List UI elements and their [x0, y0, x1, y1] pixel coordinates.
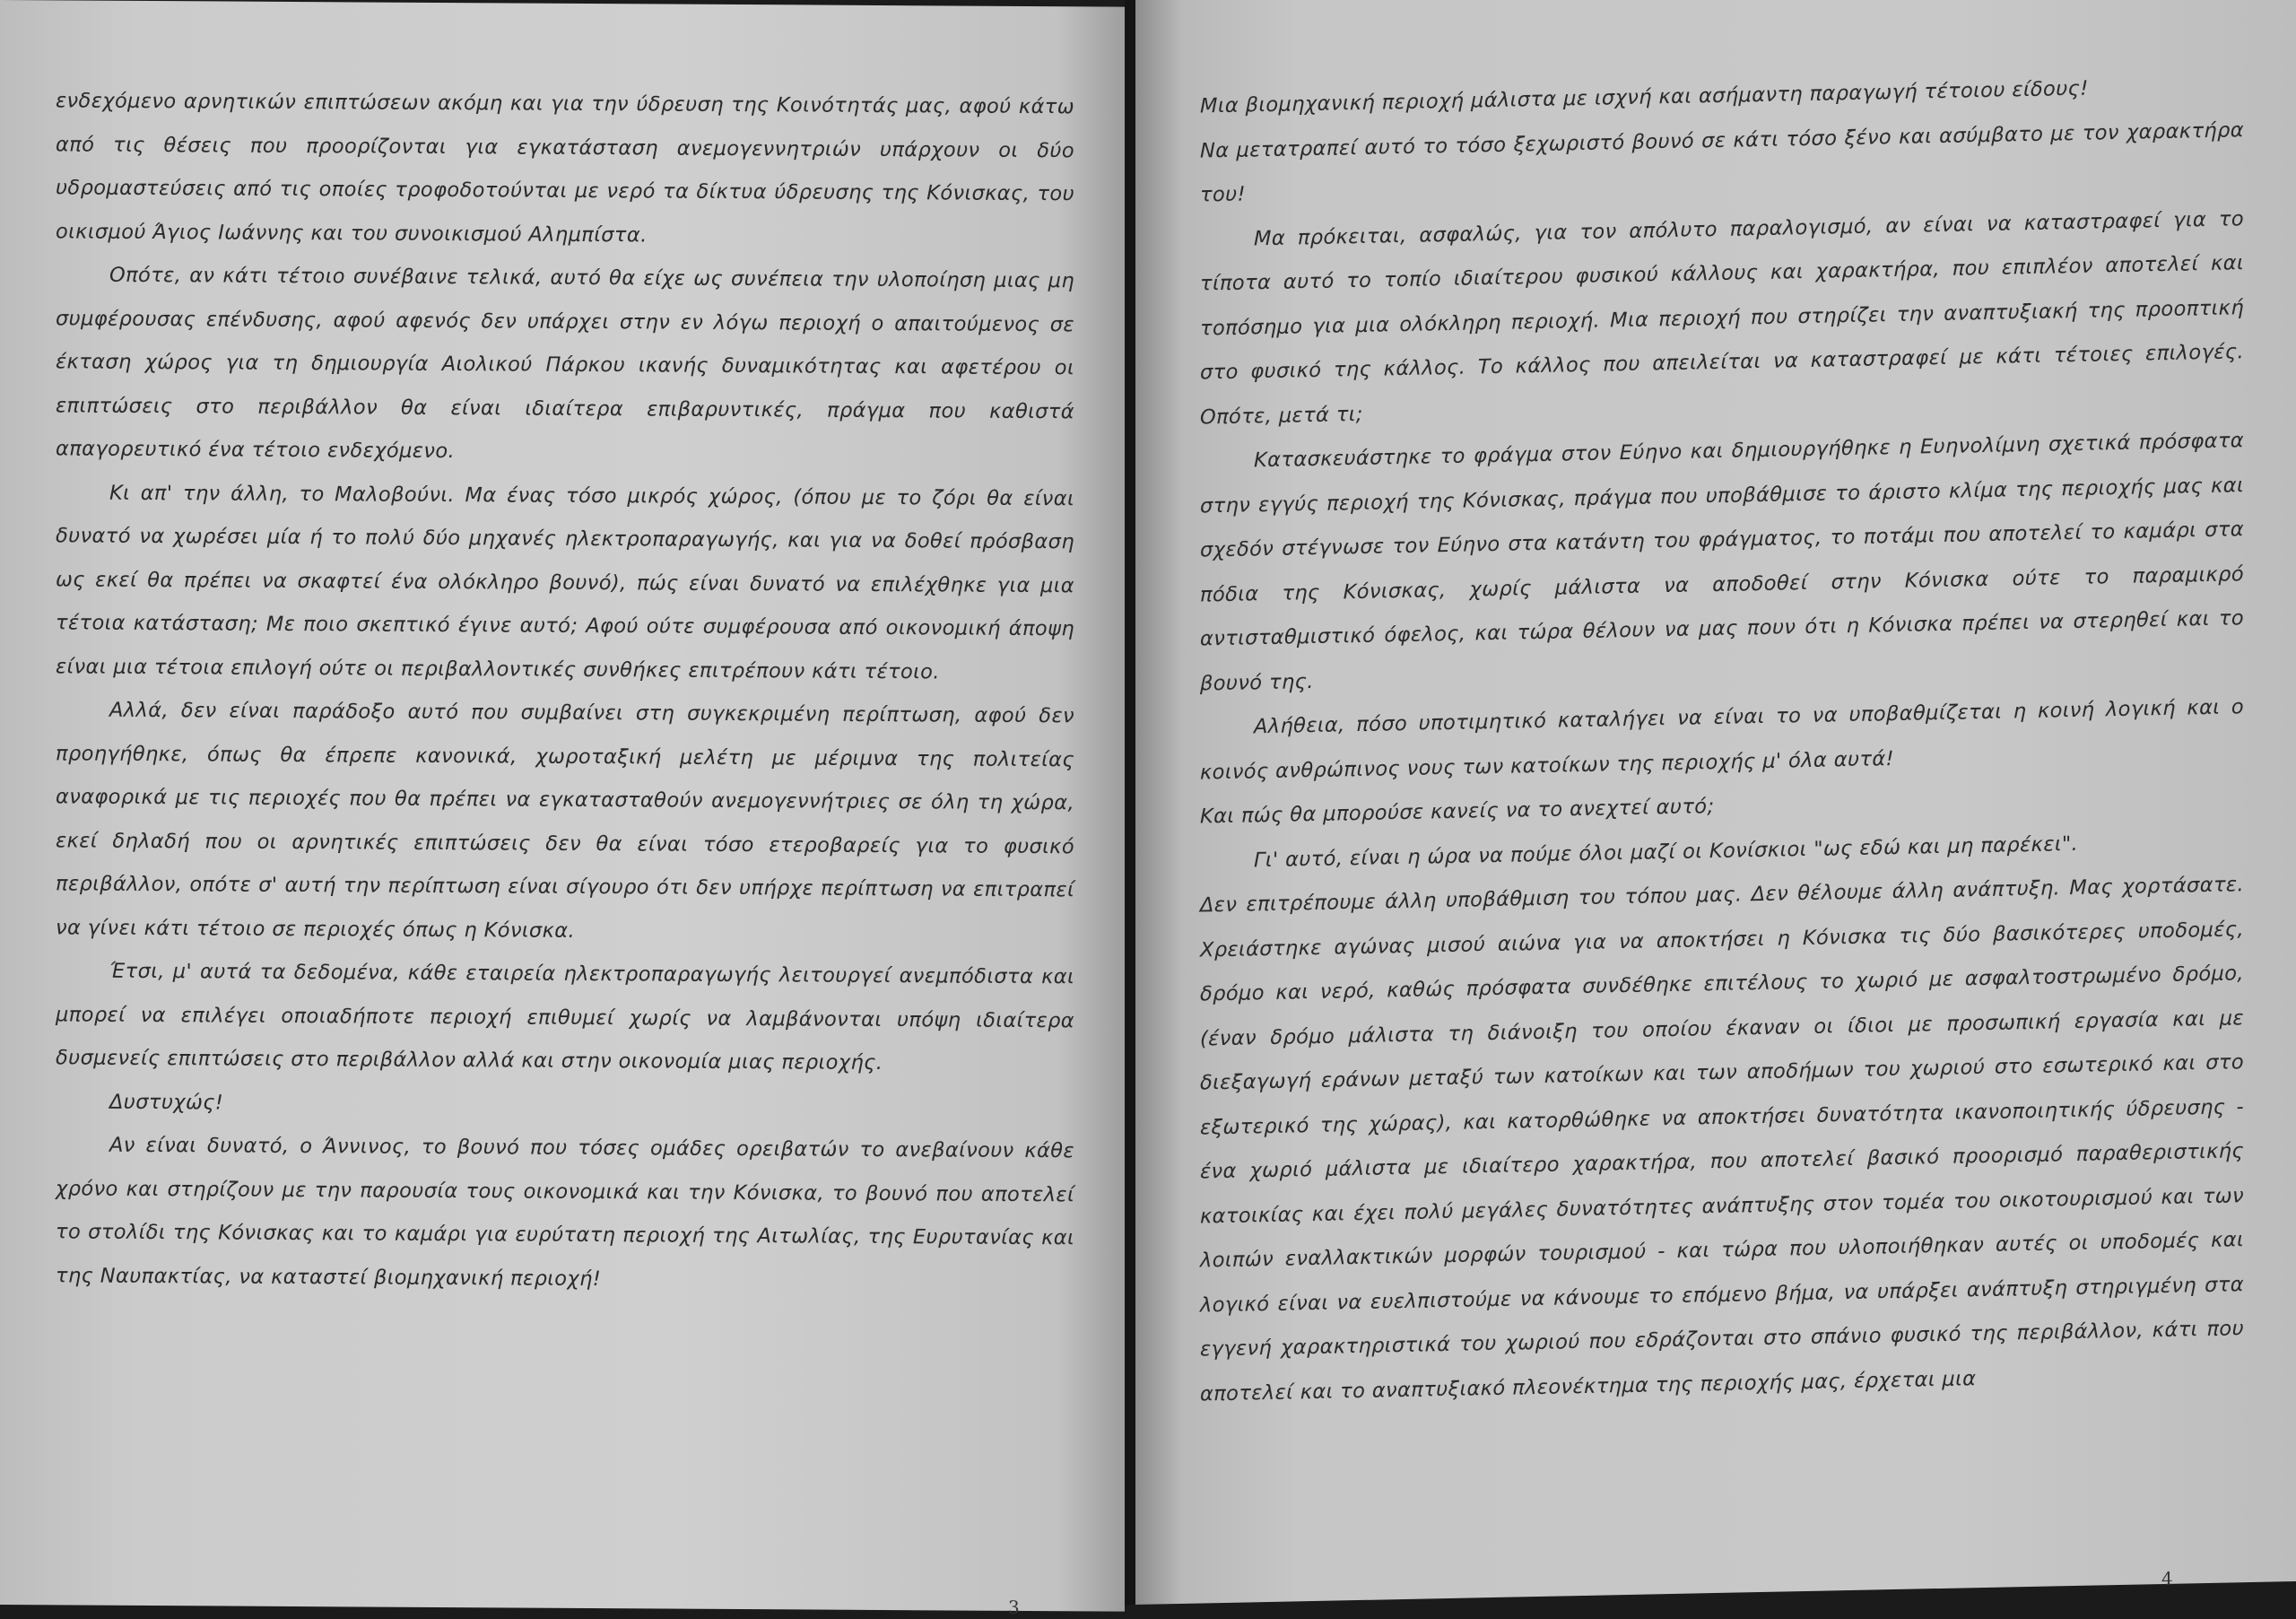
paragraph: Μα πρόκειται, ασφαλώς, για τον απόλυτο παραλογισμό, αν είναι να καταστραφεί για το τίποτα αυτό το τοπίο ιδιαίτερου φυσικού κάλλους και χαρακτήρα, που επιπλέον αποτελεί και τοπόσημο για μια ολόκληρη περιοχή. Μια περιοχή που στηρίζει την αναπτυξιακή της προοπτική στο φυσικό της κάλλος. Το κάλλος που απειλείται να καταστραφεί με κάτι τέτοιες επιλογές. Οπότε, μετά τι;	[1200, 206, 2244, 430]
book-gutter	[1125, 0, 1135, 1605]
left-page-text	[56, 79, 1074, 1303]
paragraph: Αν είναι δυνατό, ο Άννινος, το βουνό που τόσες ομάδες ορειβατών το ανεβαίνουν κάθε χρόνο και στηρίζουν με την παρουσία τους οικονομικά και την Κόνισκα, το βουνό που αποτελεί το στολίδι της Κόνισκας και το καμάρι για ευρύτατη περιοχή της Αιτωλίας, της Ευρυτανίας και της Ναυπακτίας, να καταστεί βιομηχανική περιοχή!	[56, 1133, 1074, 1291]
paragraph: Γι' αυτό, είναι η ώρα να πούμε όλοι μαζί οι Κονίσκιοι "ως εδώ και μη παρέκει".	[1254, 831, 2079, 872]
paragraph: Αλήθεια, πόσο υποτιμητικό καταλήγει να είναι το να υποβαθμίζεται η κοινή λογική και ο κοινός ανθρώπινος νους των κατοίκων της περιοχής μ' όλα αυτά!	[1200, 695, 2244, 785]
paragraph: Έτσι, μ' αυτά τα δεδομένα, κάθε εταιρεία ηλεκτροπαραγωγής λειτουργεί ανεμπόδιστα και μπορεί να επιλέγει οποιαδήποτε περιοχή επιθυμεί χωρίς να λαμβάνονται υπόψη ιδιαίτερα δυσμενείς επιπτώσεις στο περιβάλλον αλλά και στην οικονομία μιας περιοχής.	[56, 959, 1074, 1075]
page-number: 3	[1008, 1596, 1020, 1618]
right-page-text	[1200, 64, 2244, 1416]
paragraph: Κατασκευάστηκε το φράγμα στον Εύηνο και δημιουργήθηκε η Ευηνολίμνη σχετικά πρόσφατα στην εγγύς περιοχή της Κόνισκας, πράγμα που υποβάθμισε το άριστο κλίμα της περιοχής μας και σχεδόν στέγνωσε τον Εύηνο στα κατάντη του φράγματος, το ποτάμι που αποτελεί το καμάρι στα πόδια της Κόνισκας, χωρίς μάλιστα να αποδοθεί στην Κόνισκα ούτε το παραμικρό αντισταθμιστικό όφελος, και τώρα θέλουν να μας πουν ότι η Κόνισκα πρέπει να στερηθεί και το βουνό της.	[1200, 429, 2244, 696]
paragraph: Δυστυχώς!	[109, 1090, 224, 1115]
paragraph: Αλλά, δεν είναι παράδοξο αυτό που συμβαίνει στη συγκεκριμένη περίπτωση, αφού δεν προηγήθηκε, όπως θα έπρεπε κανονικά, χωροταξική μελέτη με μέριμνα της πολιτείας αναφορικά με τις περιοχές που θα πρέπει να εγκατασταθούν ανεμογεννήτριες σε όλη τη χώρα, εκεί δηλαδή που οι αρνητικές επιπτώσεις δεν θα είναι τόσο ετεροβαρείς για το φυσικό περιβάλλον, οπότε σ' αυτή την περίπτωση είναι σίγουρο ότι δεν υπήρχε περίπτωση να επιτραπεί να γίνει κάτι τέτοιο σε περιοχές όπως η Κόνισκα.	[56, 698, 1074, 943]
paragraph: Κι απ' την άλλη, το Μαλοβούνι. Μα ένας τόσο μικρός χώρος, (όπου με το ζόρι θα είναι δυνατό να χωρέσει μία ή το πολύ δύο μηχανές ηλεκτροπαραγωγής, και για να δοθεί πρόσβαση ως εκεί θα πρέπει να σκαφτεί ένα ολόκληρο βουνό), πώς είναι δυνατό να επιλέχθηκε για μια τέτοια κατάσταση; Με ποιο σκεπτικό έγινε αυτό; Αφού ούτε συμφέρουσα από οικονομική άποψη είναι μια τέτοια επιλογή ούτε οι περιβαλλοντικές συνθήκες επιτρέπουν κάτι τέτοιο.	[56, 481, 1074, 683]
page-number: 4	[2161, 1567, 2173, 1590]
left-page	[0, 0, 1125, 1618]
right-page	[1135, 0, 2296, 1605]
paragraph: Και πώς θα μπορούσε κανείς να το ανεχτεί αυτό;	[1200, 795, 1715, 829]
paragraph: Δεν επιτρέπουμε άλλη υποβάθμιση του τόπου μας. Δεν θέλουμε άλλη ανάπτυξη. Μας χορτάσατε. Χρειάστηκε αγώνας μισού αιώνα για να αποκτήσει η Κόνισκα τις δύο βασικότερες υποδομές, δρόμο και νερό, καθώς πρόσφατα συνδέθηκε επιτέλους το χωριό με ασφαλτοστρωμένο δρόμο, (έναν δρόμο μάλιστα τη διάνοιξη του οποίου έκαναν οι ίδιοι με προσωπική εργασία και με διεξαγωγή εράνων μεταξύ των κατοίκων και των αποδήμων του χωριού στο εσωτερικό και στο εξωτερικό της χώρας), και κατορθώθηκε να αποκτήσει δυνατότητα ικανοποιητικής ύδρευσης - ένα χωριό μάλιστα με ιδιαίτερο χαρακτήρα, που αποτελεί βασικό προορισμό παραθεριστικής κατοικίας και έχει πολύ μεγάλες δυνατότητες ανάπτυξης στον τομέα του οικοτουρισμού και των λοιπών εναλλακτικών μορφών τουρισμού - και τώρα που υλοποιήθηκαν αυτές οι υποδομές και λογικό είναι να ευελπιστούμε να κάνουμε το επόμενο βήμα, να υπάρξει ανάπτυξη στηριγμένη στα εγγενή χαρακτηριστικά του χωριού που εδράζονται στο σπάνιο φυσικό της περιβάλλον, κάτι που αποτελεί και το αναπτυξιακό πλεονέκτημα της περιοχής μας, έρχεται μια	[1200, 873, 2244, 1406]
paragraph: ενδεχόμενο αρνητικών επιπτώσεων ακόμη και για την ύδρευση της Κοινότητάς μας, αφού κάτω από τις θέσεις που προορίζονται για εγκατάσταση ανεμογεννητριών υπάρχουν οι δύο υδρομαστεύσεις από τις οποίες τροφοδοτούνται με νερό τα δίκτυα ύδρευσης της Κόνισκας, του οικισμού Άγιος Ιωάννης και του συνοικισμού Αλημπίστα.	[56, 89, 1074, 247]
paragraph: Οπότε, αν κάτι τέτοιο συνέβαινε τελικά, αυτό θα είχε ως συνέπεια την υλοποίηση μιας μη συμφέρουσας επένδυσης, αφού αφενός δεν υπάρχει στην εν λόγω περιοχή ο απαιτούμενος σε έκταση χώρος για τη δημιουργία Αιολικού Πάρκου ικανής δυναμικότητας και αφετέρου οι επιπτώσεις στο περιβάλλον θα είναι ιδιαίτερα επιβαρυντικές, πράγμα που καθιστά απαγορευτικό ένα τέτοιο ενδεχόμενο.	[56, 263, 1074, 464]
paragraph: Μια βιομηχανική περιοχή μάλιστα με ισχνή και ασήμαντη παραγωγή τέτοιου είδους!	[1200, 76, 2089, 118]
paragraph: Να μετατραπεί αυτό το τόσο ξεχωριστό βουνό σε κάτι τόσο ξένο και ασύμβατο με τον χαρακτήρα του!	[1200, 118, 2244, 207]
